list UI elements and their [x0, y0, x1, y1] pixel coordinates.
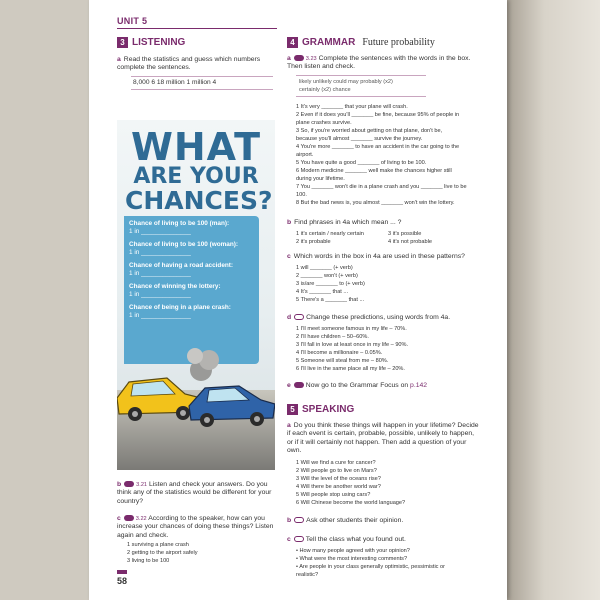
grammar-b-list: 1 it's certain / nearly certain 3 it's possible 2 it's probable 4 it's not probable — [296, 231, 432, 245]
quiz-item: Chance of being in a plane crash: 1 in ______________ — [129, 304, 231, 319]
pair-work-icon — [294, 517, 304, 523]
grammar-c-list: 1 will _______ (+ verb) 2 _______ won't (+ verb) 3 is/are _______ to (+ verb) 4 It's _______ that ... 5 There's a _______ that ... — [296, 265, 365, 303]
numbers-box-bottom — [131, 89, 273, 90]
section-title: LISTENING — [132, 37, 186, 48]
grammar-task-c: c Which words in the box in 4a are used in these patterns? — [287, 253, 465, 260]
grammar-focus-link[interactable]: p.142 — [410, 382, 428, 389]
audio-cd-icon — [124, 515, 134, 521]
section-number: 4 — [287, 37, 298, 48]
grammar-task-d: d Change these predictions, using words from 4a. — [287, 314, 451, 321]
section-title: GRAMMAR — [302, 37, 356, 48]
listening-heading — [117, 37, 185, 48]
numbers-box-top — [131, 76, 273, 77]
quiz-item: Chance of living to be 100 (man): 1 in ______________ — [129, 220, 230, 235]
quiz-item: Chance of having a road accident: 1 in ______________ — [129, 262, 234, 277]
chances-quiz-panel — [124, 216, 259, 364]
audio-cd-icon — [124, 481, 134, 487]
quiz-item: Chance of living to be 100 (woman): 1 in ______________ — [129, 241, 239, 256]
listening-task-c: c 3.22 According to the speaker, how can you increase your chances of doing these things? Listen again and check. — [117, 515, 274, 539]
audio-cd-icon — [294, 55, 304, 61]
blue-car-illustration — [187, 378, 275, 428]
unit-rule — [117, 28, 277, 29]
section-subtitle: Future probability — [362, 37, 435, 48]
speaking-task-c: c Tell the class what you found out. — [287, 536, 406, 543]
grammar-task-b: b Find phrases in 4a which mean ... ? — [287, 219, 402, 226]
pair-work-icon — [294, 536, 304, 542]
listening-task-a: a Read the statistics and guess which numbers complete the sentences. — [117, 56, 261, 72]
listening-task-b: b 3.21 Listen and check your answers. Do you think any of the statistics would be different for your country? — [117, 481, 272, 505]
section-title: SPEAKING — [302, 404, 355, 415]
section-number: 5 — [287, 404, 298, 415]
grammar-sentences: 1 It's very _______ that your plane will crash. 2 Even if it does you'll _______ be fine, because 95% of people in plane crashes survive. 3 So, if you're worried about getting on that plane, don't be, because you'll almost _______ survive the journey. 4 You're more _______ to have an accident in the car going to the airport. 5 You have quite a good _______ of living to be 100. 6 Modern medicine _______ well make the chances higher still during your lifetime. 7 You _______ won't die in a plane crash and you _______ live to be 100. 8 But the bad news is, you almost _______ won't win the lottery. — [296, 104, 467, 206]
speaking-heading — [287, 404, 354, 415]
speaking-c-list: • How many people agreed with your opinion? • What were the most interesting comments? • Are people in your class generally optimistic, pessimistic or realistic? — [296, 548, 446, 578]
section-number: 3 — [117, 37, 128, 48]
grammar-task-e: e Now go to the Grammar Focus on p.142 — [287, 382, 428, 389]
pair-work-icon — [294, 314, 304, 320]
grammar-d-list: 1 I'll meet someone famous in my life – 70%. 2 I'll have children – 50–60%. 3 I'll fall in love at least once in my life – 90%. 4 I'll become a millionaire – 0.05%. 5 Someone will steal from me – 80%. 6 I'll live in the same place all my life – 20%. — [296, 326, 409, 372]
speaking-a-list: 1 Will we find a cure for cancer? 2 Will people go to live on Mars? 3 Will the level of the oceans rise? 4 Will there be another world war? 5 Will people stop using cars? 6 Will Chinese become the world language? — [296, 460, 406, 506]
grammar-task-a: a 3.23 Complete the sentences with the words in the box. Then listen and check. — [287, 55, 471, 71]
numbers-list: 8,000 6 18 million 1 million 4 — [133, 79, 217, 86]
grammar-heading — [287, 37, 435, 48]
page-number: 58 — [117, 576, 128, 586]
speaking-task-b: b Ask other students their opinion. — [287, 517, 404, 524]
book-spine-edge — [507, 0, 600, 600]
page-number-mark — [117, 570, 127, 574]
unit-label: UNIT 5 — [117, 16, 148, 26]
quiz-item: Chance of winning the lottery: 1 in ______________ — [129, 283, 221, 298]
arrow-go-icon — [294, 382, 304, 388]
listening-c-list: 1 surviving a plane crash 2 getting to the airport safely 3 living to be 100 — [127, 542, 198, 564]
word-box: likely unlikely could may probably (x2) certainly (x2) chance — [296, 75, 426, 97]
chances-poster — [117, 120, 275, 470]
speaking-task-a: a Do you think these things will happen in your lifetime? Decide if each event is certain, probable, possible, unlikely to happen, or if it will certainly not happen. Then add a question of your own. — [287, 422, 479, 455]
poster-title: WHAT ARE YOUR CHANCES? — [125, 125, 273, 215]
